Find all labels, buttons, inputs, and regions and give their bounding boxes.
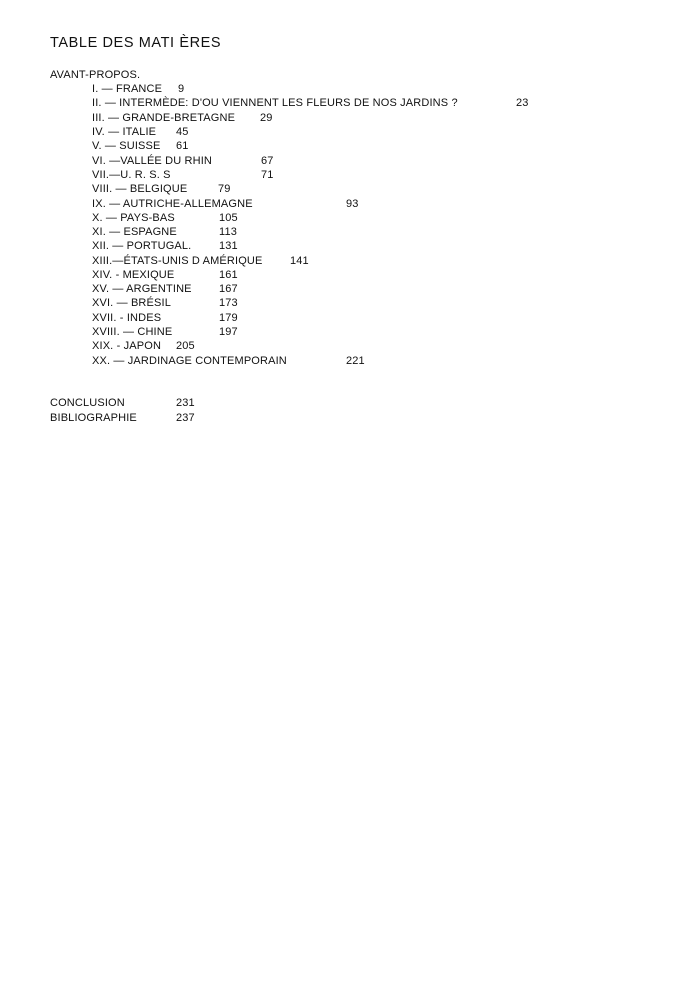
toc-entry-label: X. — PAYS-BAS: [92, 212, 175, 224]
toc-entry-label: XIX. - JAPON: [92, 340, 162, 352]
toc-entry-label: XVII. - INDES: [92, 312, 162, 324]
toc-entry-label: III. — GRANDE-BRETAGNE: [92, 112, 236, 124]
toc-entry: [92, 255, 309, 268]
toc-entry-page: 205: [176, 340, 195, 352]
toc-entry: [92, 269, 238, 282]
toc-entry-page: 231: [176, 397, 195, 409]
toc-entry-label: XIV. - MEXIQUE: [92, 269, 175, 281]
toc-entry-page: 221: [346, 355, 365, 367]
toc-entry-label: XX. — JARDINAGE CONTEMPORAIN: [92, 355, 287, 367]
toc-entry-label: I. — FRANCE: [92, 83, 163, 95]
toc-entry-page: 161: [219, 269, 238, 281]
toc-entry-page: 23: [516, 97, 529, 109]
toc-entry: [92, 355, 365, 368]
toc-entry: [92, 240, 238, 253]
toc-entry-label: XII. — PORTUGAL.: [92, 240, 192, 252]
toc-entry-page: 131: [219, 240, 238, 252]
toc-entry: [92, 312, 238, 325]
toc-entry-bibliography: [50, 412, 195, 425]
toc-entry-label: IV. — ITALIE: [92, 126, 157, 138]
toc-entry-page: 29: [260, 112, 273, 124]
toc-entry: [92, 198, 359, 211]
toc-entry-label: II. — INTERMÈDE: D'OU VIENNENT LES FLEURS DE NOS JARDINS ?: [92, 97, 458, 109]
toc-entry: [92, 226, 237, 239]
toc-entry-page: 167: [219, 283, 238, 295]
toc-entry-page: 93: [346, 198, 359, 210]
toc-entry: [92, 140, 189, 153]
toc-entry-page: 71: [261, 169, 274, 181]
toc-entry-label: VIII. — BELGIQUE: [92, 183, 188, 195]
toc-entry: [92, 169, 274, 182]
toc-entry: [92, 83, 185, 96]
toc-entry: [92, 297, 238, 310]
toc-entry-page: 179: [219, 312, 238, 324]
toc-entry-page: 61: [176, 140, 189, 152]
toc-entry-page: 67: [261, 155, 274, 167]
toc-entry-label: XV. — ARGENTINE: [92, 283, 192, 295]
toc-entry-page: 197: [219, 326, 238, 338]
toc-entry: [92, 155, 274, 168]
toc-entry: [92, 283, 238, 296]
toc-entry-label: IX. — AUTRICHE-ALLEMAGNE: [92, 198, 253, 210]
toc-entry: [92, 97, 529, 110]
toc-entry-label: V. — SUISSE: [92, 140, 161, 152]
toc-entry-label: XVI. — BRÉSIL: [92, 297, 171, 309]
toc-entry-page: 9: [178, 83, 185, 95]
preface-label: AVANT-PROPOS.: [50, 69, 141, 81]
page-title: TABLE DES MATI ÈRES: [50, 35, 222, 51]
toc-entry: [92, 126, 189, 139]
toc-entry-page: 113: [219, 226, 237, 238]
toc-entry: [92, 340, 195, 353]
toc-entry-page: 105: [219, 212, 238, 224]
toc-entry-label: BIBLIOGRAPHIE: [50, 412, 137, 424]
toc-entry-page: 237: [176, 412, 195, 424]
toc-entry-label: VII.—U. R. S. S: [92, 169, 171, 181]
toc-entry-page: 45: [176, 126, 189, 138]
preface-entry: [50, 69, 140, 82]
toc-entry-conclusion: [50, 397, 195, 410]
toc-entry-page: 141: [290, 255, 309, 267]
toc-entry-label: VI. —VALLÉE DU RHIN: [92, 155, 213, 167]
toc-entry-page: 173: [219, 297, 238, 309]
toc-entry-page: 79: [218, 183, 231, 195]
toc-entry: [92, 183, 231, 196]
toc-entry: [92, 326, 238, 339]
toc-entry: [92, 112, 273, 125]
toc-entry-label: XIII.—ÉTATS-UNIS D AMÉRIQUE: [92, 255, 263, 267]
toc-entry-label: XVIII. — CHINE: [92, 326, 173, 338]
toc-entry-label: CONCLUSION: [50, 397, 125, 409]
toc-entry: [92, 212, 238, 225]
toc-entry-label: XI. — ESPAGNE: [92, 226, 177, 238]
